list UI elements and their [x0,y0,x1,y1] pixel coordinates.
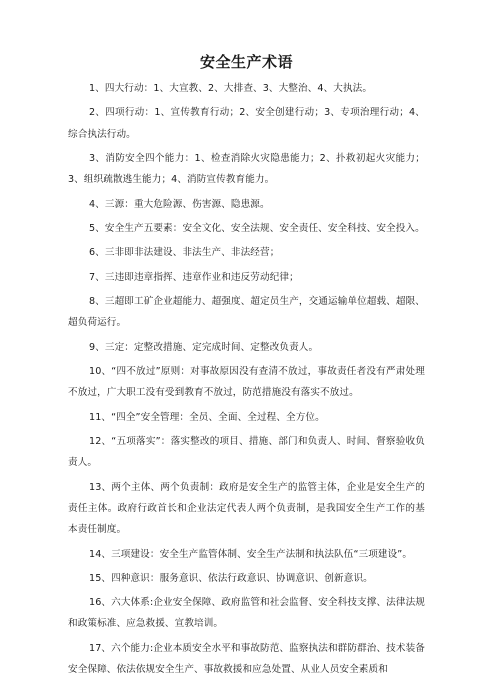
document-title: 安全生产术语 [199,53,293,71]
term-item: 15、四种意识：服务意识、依法行政意识、协调意识、创新意识。 [89,572,373,584]
term-item: 8、三超即工矿企业超能力、超强度、超定员生产，交通运输单位超载、超限、超负荷运行。 [68,296,425,329]
term-item: 11、“四全”安全管理：全员、全面、全过程、全方位。 [89,411,325,423]
term-item: 13、两个主体、两个负责制：政府是安全生产的监管主体，企业是安全生产的责任主体。政府行政首长和企业法定代表人两个负责制，是我国安全生产工作的基本责任制度。 [68,481,425,536]
term-list [68,78,425,680]
term-item: 10、“四不放过”原则：对事故原因没有查清不放过，事故责任者没有严肃处理不放过，广大职工没有受到教育不放过，防范措施没有落实不放过。 [68,366,425,399]
term-item: 7、三违即违章指挥、违章作业和违反劳动纪律； [89,271,299,283]
term-item: 1、四大行动：1、大宣教、2、大排查、3、大整治、4、大执法。 [89,83,373,94]
term-item: 12、“五项落实”：落实整改的项目、措施、部门和负责人、时间、督察验收负责人。 [68,436,425,469]
term-item: 4、三源：重大危险源、伤害源、隐患源。 [89,198,270,210]
term-item: 17、六个能力:企业本质安全水平和事故防范、监察执法和群防群治、技术装备安全保障、依法依规安全生产、事故救援和应急处置、从业人员安全素质和 [68,642,425,676]
term-item: 6、三非即非法建设、非法生产、非法经营； [89,247,280,259]
term-item: 16、六大体系:企业安全保障、政府监管和社会监督、安全科技支撑、法律法规和政策标准、应急救援、宣教培训。 [68,597,425,630]
term-item: 2、四项行动：1、宣传教育行动；2、安全创建行动；3、专项治理行动；4、综合执法行动。 [68,107,425,140]
term-item: 3、消防安全四个能力：1、检查消除火灾隐患能力；2、扑救初起火灾能力；3、组织疏散逃生能力；4、消防宣传教育能力。 [68,152,425,186]
term-item: 5、安全生产五要素：安全文化、安全法规、安全责任、安全科技、安全投入。 [89,222,425,234]
term-item: 9、三定：定整改措施、定完成时间、定整改负责人。 [89,341,319,353]
term-item: 14、三项建设：安全生产监管体制、安全生产法制和执法队伍“三项建设”。 [89,548,413,560]
